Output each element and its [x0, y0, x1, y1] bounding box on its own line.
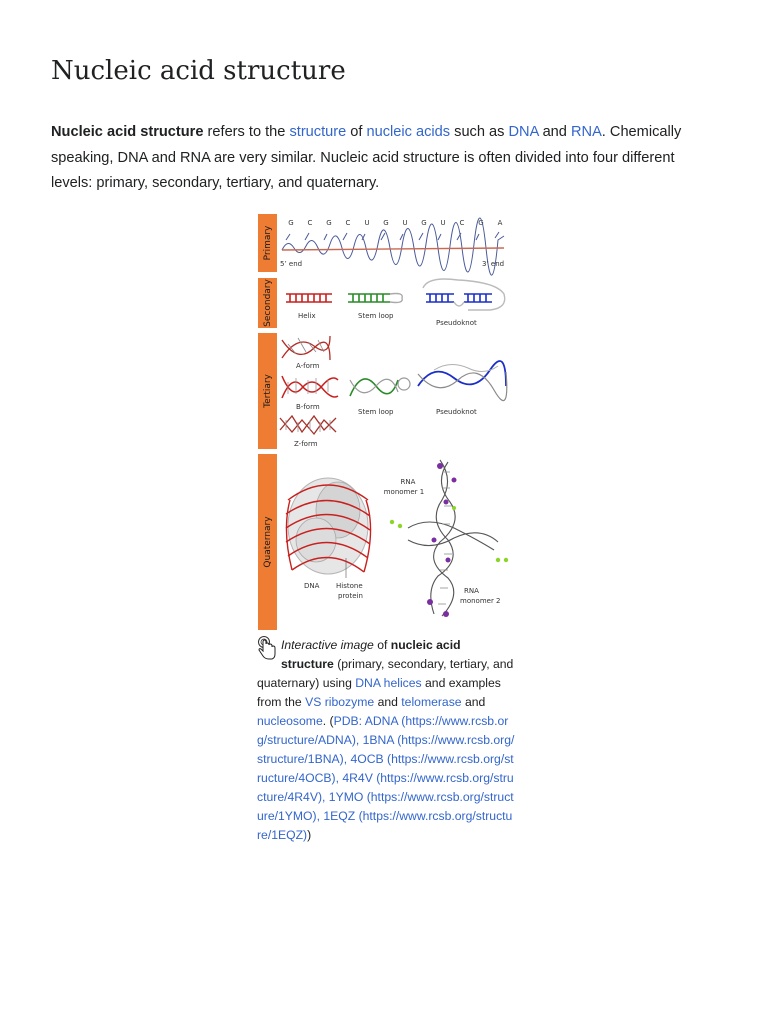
link-telomerase[interactable]: telomerase [401, 695, 462, 709]
label-b-form: B-form [296, 403, 320, 411]
label-a-form: A-form [296, 362, 320, 370]
caption-bold-term: nucleic acid structure [281, 638, 461, 671]
intro-text-4: and [538, 124, 571, 140]
label-pseudoknot-3d: Pseudoknot [436, 408, 477, 416]
panel-label-primary: Primary [258, 214, 277, 272]
base-9: U [440, 219, 446, 227]
caption-text-4: and [461, 695, 486, 709]
primary-backbone [282, 248, 504, 250]
primary-sequence [288, 219, 502, 227]
label-5-end: 5’ end [280, 260, 303, 268]
base-1: G [288, 219, 294, 227]
label-histone-1: Histone [336, 582, 363, 590]
caption-of: of [373, 638, 391, 652]
label-rna-monomer-2-a: RNA [464, 587, 479, 595]
structure-figure[interactable] [258, 210, 510, 630]
structure-illustration [258, 210, 510, 630]
base-7: U [402, 219, 408, 227]
secondary-stem-loop [348, 294, 402, 303]
label-histone-2: protein [338, 592, 363, 600]
base-6: G [383, 219, 389, 227]
primary-chain [282, 218, 504, 275]
link-dna[interactable]: DNA [508, 124, 539, 140]
secondary-pseudoknot [423, 279, 505, 310]
link-structure[interactable]: structure [289, 124, 347, 140]
panel-label-secondary: Secondary [258, 278, 277, 328]
label-rna-monomer-1-a: RNA [400, 478, 416, 486]
label-rna-monomer-1-b: monomer 1 [383, 488, 425, 496]
caption-interactive: Interactive image [281, 638, 374, 652]
page-title: Nucleic acid structure [51, 56, 346, 86]
label-3-end: 3’ end [482, 260, 505, 268]
panel-label-tertiary: Tertiary [258, 333, 277, 449]
intro-text-3: such as [450, 124, 509, 140]
rna-dimer-ions [390, 463, 508, 617]
intro-paragraph [51, 120, 711, 197]
label-stem-loop-3d: Stem loop [358, 408, 394, 416]
caption-text-3: and [374, 695, 402, 709]
base-4: C [345, 219, 351, 227]
intro-text-2: of [346, 124, 367, 140]
base-10: C [459, 219, 465, 227]
link-rna[interactable]: RNA [570, 124, 602, 140]
label-pseudoknot: Pseudoknot [436, 319, 477, 327]
base-3: G [326, 219, 332, 227]
intro-bold-term: Nucleic acid structure [51, 124, 204, 140]
link-nucleic-acids[interactable]: nucleic acids [366, 124, 451, 140]
label-rna-monomer-2-b: monomer 2 [460, 597, 501, 605]
caption-text-2: and examples from the [257, 676, 501, 709]
tertiary-stem-loop [350, 378, 410, 396]
label-dna: DNA [304, 582, 320, 590]
tertiary-a-form [282, 336, 330, 360]
base-8: G [421, 219, 427, 227]
intro-text-5: . Chemically speaking, DNA and RNA are very similar. Nucleic acid structure is often divided into four different levels: primary, secondary, tertiary, and quaternary. [51, 124, 682, 191]
intro-text-1: refers to the [203, 124, 290, 140]
tertiary-b-form [282, 376, 338, 398]
secondary-helix [286, 294, 332, 302]
base-2: C [307, 219, 313, 227]
link-pdb[interactable]: PDB: ADNA (https://www.rcsb.org/structure/ADNA), 1BNA (https://www.rcsb.org/structure/1BNA), 4OCB (https://www.rcsb.org/structure/4OCB), 4R4V (https://www.rcsb.org/structure/4R4V), 1YMO (https://www.rcsb.org/structure/1YMO), 1EQZ (https://www.rcsb.org/structure/1EQZ) [257, 714, 515, 842]
panel-label-quaternary: Quaternary [258, 454, 277, 630]
base-12: A [497, 219, 503, 227]
tertiary-z-form [280, 416, 336, 434]
label-helix: Helix [298, 312, 316, 320]
rna-dimer [408, 460, 498, 616]
caption-text-6: ) [307, 828, 312, 842]
caption-text-1: (primary, secondary, tertiary, and quaternary) using [257, 657, 514, 690]
link-vs-ribozyme[interactable]: VS ribozyme [305, 695, 375, 709]
interactive-hand-icon[interactable] [257, 636, 277, 662]
label-stem-loop: Stem loop [358, 312, 394, 320]
nucleosome [286, 478, 371, 574]
link-dna-helices[interactable]: DNA helices [355, 676, 422, 690]
label-z-form: Z-form [294, 440, 318, 448]
base-5: U [364, 219, 370, 227]
base-11: G [478, 219, 484, 227]
tertiary-pseudoknot [418, 361, 507, 401]
link-nucleosome[interactable]: nucleosome [257, 714, 323, 728]
figure-caption [257, 636, 515, 845]
caption-text-5: . ( [322, 714, 334, 728]
